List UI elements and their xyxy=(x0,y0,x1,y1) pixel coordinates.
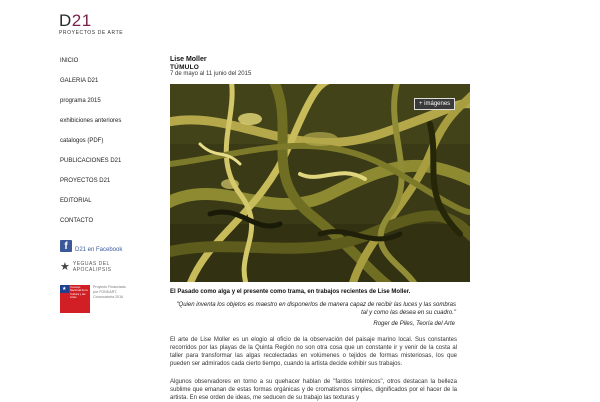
quote-author: Roger de Piles, Teoría del Arte xyxy=(373,321,455,327)
more-images-button[interactable]: + imágenes xyxy=(414,98,455,110)
post-title: TÚMULO xyxy=(170,64,199,71)
yeguas-label: YEGUAS DEL APOCALIPSIS xyxy=(72,261,112,273)
star-icon: ★ xyxy=(60,260,70,273)
quote-text: "Quien inventa los objetos es maestro en disponerlos de manera capaz de recibir las luces y las sombras tal y como las desea en su cuadro." xyxy=(176,302,456,316)
fondart-logo: ★ Consejo Nacional de la Cultura y las Artes xyxy=(60,285,90,313)
nav-item-exhibiciones[interactable]: exhibiciones anteriores xyxy=(60,118,122,124)
nav-item-contacto[interactable]: CONTACTO xyxy=(60,218,94,224)
nav-item-catalogos[interactable]: catalogos (PDF) xyxy=(60,138,104,144)
nav-item-editorial[interactable]: EDITORIAL xyxy=(60,198,92,204)
facebook-link-label: D21 en Facebook xyxy=(75,247,123,253)
main-nav xyxy=(60,58,160,238)
facebook-link[interactable] xyxy=(60,239,122,253)
logo-wordmark: D21 xyxy=(59,11,92,30)
nav-item-proyectos[interactable]: PROYECTOS D21 xyxy=(60,178,111,184)
fondart-text: Proyecto Financiado por FONDART, Convocatoria 2016 xyxy=(93,285,126,299)
post-author: Lise Moller xyxy=(170,56,207,63)
logo-subtitle: PROYECTOS DE ARTE xyxy=(59,30,124,36)
site-logo[interactable] xyxy=(59,12,123,36)
seaweed-photo xyxy=(170,84,470,282)
nav-item-programa[interactable]: programa 2015 xyxy=(60,98,101,104)
nav-item-inicio[interactable]: INICIO xyxy=(60,58,79,64)
yeguas-link[interactable] xyxy=(60,261,111,273)
body-paragraph: Algunos observadores en torno a su quehacer hablan de "fardos totémicos", otros destacan la belleza sublime que emanan de estas formas orgánicas y de cromatismos simples, dignificados por el hacer de la artista. En ese orden de ideas, me seducen de su trabajo las texturas y xyxy=(170,379,457,401)
nav-item-galeria[interactable]: GALERIA D21 xyxy=(60,78,99,84)
body-paragraph: El arte de Lise Moller es un elogio al oficio de la observación del paisaje marino local. Sus constantes recorridos por las playas de la Quinta Región no son otra cosa que un constante ir y venir de la costa al taller para transformar las algas recolectadas en volúmenes o tejidos de formas misteriosas, los que pueden ser admirados cada cierto tiempo, cuando la artista decide exhibir sus trabajos. xyxy=(170,337,457,367)
photo-caption: El Pasado como alga y el presente como trama, en trabajos recientes de Lise Moller. xyxy=(170,289,411,295)
nav-item-publicaciones[interactable]: PUBLICACIONES D21 xyxy=(60,158,122,164)
post-date: 7 de mayo al 11 junio del 2015 xyxy=(170,71,252,77)
fondart-banner[interactable] xyxy=(60,285,129,313)
facebook-icon: f xyxy=(60,240,72,252)
